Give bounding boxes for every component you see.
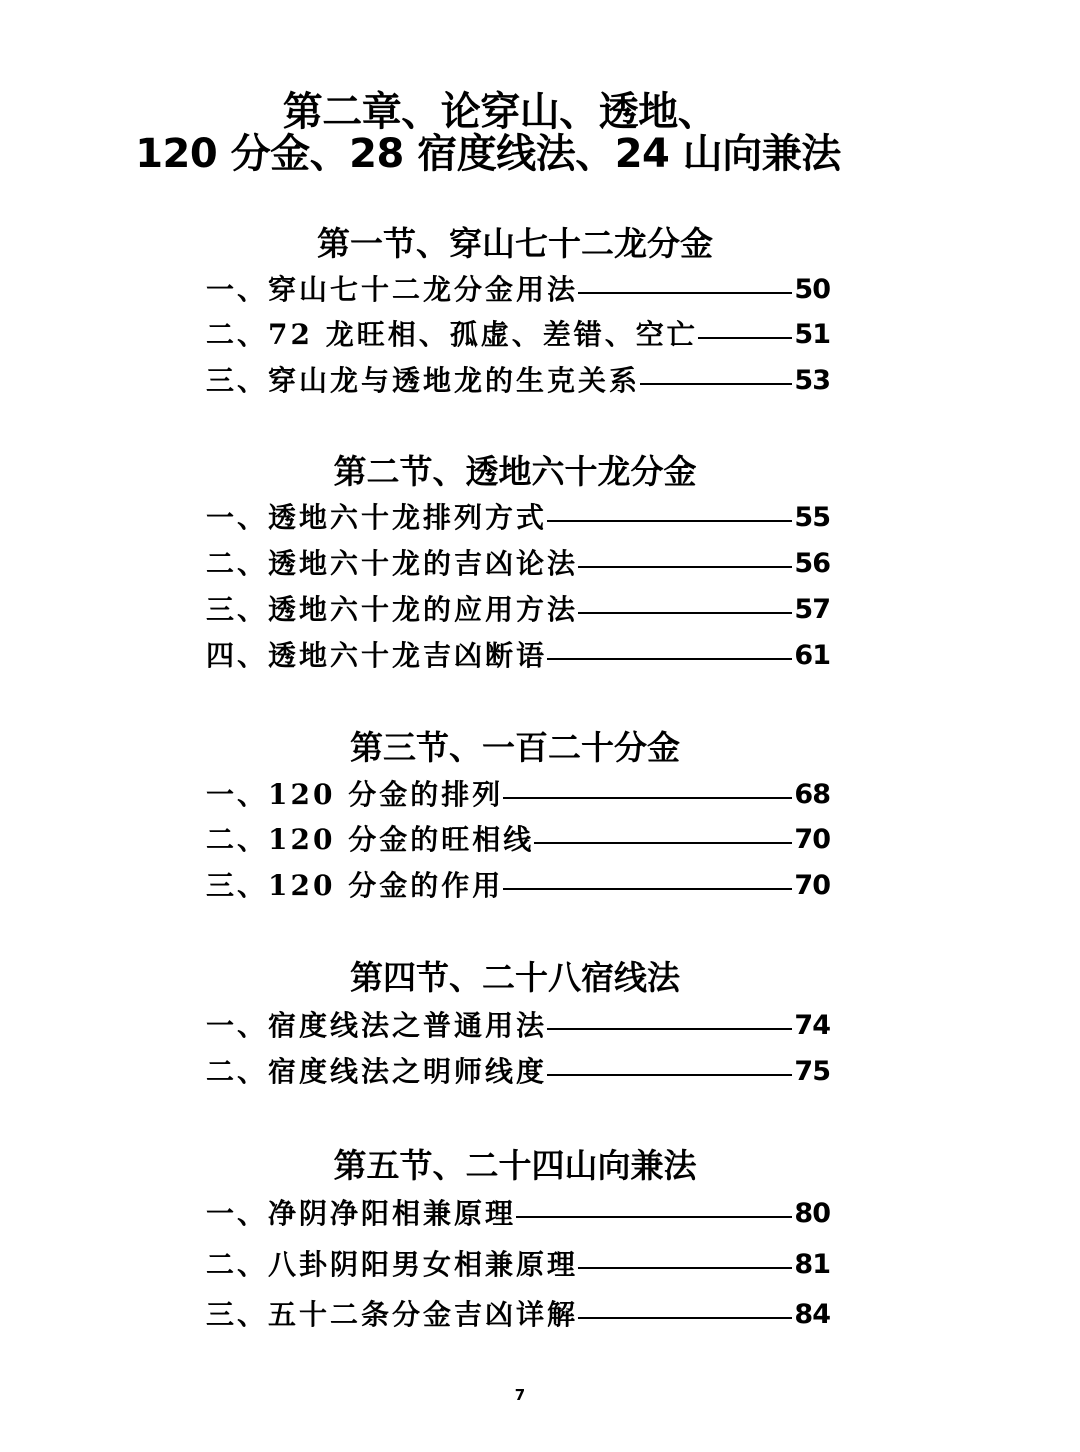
entry-page-number: 56 xyxy=(794,548,830,579)
toc-entry[interactable] xyxy=(206,636,830,676)
entry-page-number: 84 xyxy=(794,1299,830,1330)
dot-leader xyxy=(547,1028,792,1030)
entry-page-number: 51 xyxy=(794,319,830,350)
dot-leader xyxy=(503,797,792,799)
section-heading-4: 第四节、二十八宿线法 xyxy=(350,958,680,997)
toc-entry[interactable] xyxy=(206,1194,830,1234)
entry-page-number: 75 xyxy=(794,1056,830,1087)
dot-leader xyxy=(578,1267,792,1269)
toc-entry[interactable] xyxy=(206,544,830,584)
entry-title: 三、透地六十龙的应用方法 xyxy=(206,593,579,626)
dot-leader xyxy=(547,520,792,522)
entry-page-number: 70 xyxy=(794,870,830,901)
dot-leader xyxy=(516,1216,792,1218)
toc-entry[interactable] xyxy=(206,498,830,538)
entry-page-number: 68 xyxy=(794,779,830,810)
entry-title: 一、透地六十龙排列方式 xyxy=(206,501,548,534)
entry-page-number: 61 xyxy=(794,640,830,671)
entry-page-number: 55 xyxy=(794,502,830,533)
entry-title: 二、120 分金的旺相线 xyxy=(206,823,535,856)
entry-title: 一、宿度线法之普通用法 xyxy=(206,1009,548,1042)
dot-leader xyxy=(503,888,792,890)
toc-entry[interactable] xyxy=(206,820,830,860)
dot-leader xyxy=(547,658,792,660)
toc-entry[interactable] xyxy=(206,590,830,630)
dot-leader xyxy=(578,566,792,568)
entry-page-number: 81 xyxy=(794,1249,830,1280)
section-heading-3: 第三节、一百二十分金 xyxy=(350,728,680,767)
entry-page-number: 50 xyxy=(794,274,830,305)
chapter-title-line-2: 120 分金、28 宿度线法、24 山向兼法 xyxy=(135,131,841,177)
section-heading-5: 第五节、二十四山向兼法 xyxy=(333,1146,697,1185)
dot-leader xyxy=(640,383,792,385)
toc-entry[interactable] xyxy=(206,315,830,355)
entry-title: 一、净阴净阳相兼原理 xyxy=(206,1197,517,1230)
dot-leader xyxy=(547,1074,792,1076)
chapter-title-line-1: 第二章、论穿山、透地、 xyxy=(282,89,718,135)
page-number: 7 xyxy=(514,1386,526,1404)
entry-page-number: 57 xyxy=(794,594,830,625)
entry-page-number: 74 xyxy=(794,1010,830,1041)
entry-page-number: 70 xyxy=(794,824,830,855)
toc-entry[interactable] xyxy=(206,866,830,906)
entry-title: 三、五十二条分金吉凶详解 xyxy=(206,1298,579,1331)
section-heading-2: 第二节、透地六十龙分金 xyxy=(333,452,697,491)
dot-leader xyxy=(578,292,792,294)
entry-title: 三、120 分金的作用 xyxy=(206,869,504,902)
entry-title: 二、72 龙旺相、孤虚、差错、空亡 xyxy=(206,318,698,351)
entry-title: 一、120 分金的排列 xyxy=(206,778,504,811)
entry-title: 二、八卦阴阳男女相兼原理 xyxy=(206,1248,579,1281)
toc-entry[interactable] xyxy=(206,1245,830,1285)
toc-entry[interactable] xyxy=(206,1006,830,1046)
toc-entry[interactable] xyxy=(206,1295,830,1335)
dot-leader xyxy=(698,337,793,339)
dot-leader xyxy=(578,1317,792,1319)
entry-title: 二、透地六十龙的吉凶论法 xyxy=(206,547,579,580)
toc-entry[interactable] xyxy=(206,775,830,815)
entry-title: 一、穿山七十二龙分金用法 xyxy=(206,273,579,306)
entry-page-number: 53 xyxy=(794,365,830,396)
section-heading-1: 第一节、穿山七十二龙分金 xyxy=(317,224,713,263)
entry-title: 四、透地六十龙吉凶断语 xyxy=(206,639,548,672)
entry-page-number: 80 xyxy=(794,1198,830,1229)
toc-entry[interactable] xyxy=(206,270,830,310)
dot-leader xyxy=(534,842,792,844)
dot-leader xyxy=(578,612,792,614)
entry-title: 三、穿山龙与透地龙的生克关系 xyxy=(206,364,641,397)
toc-entry[interactable] xyxy=(206,1052,830,1092)
entry-title: 二、宿度线法之明师线度 xyxy=(206,1055,548,1088)
toc-entry[interactable] xyxy=(206,361,830,401)
